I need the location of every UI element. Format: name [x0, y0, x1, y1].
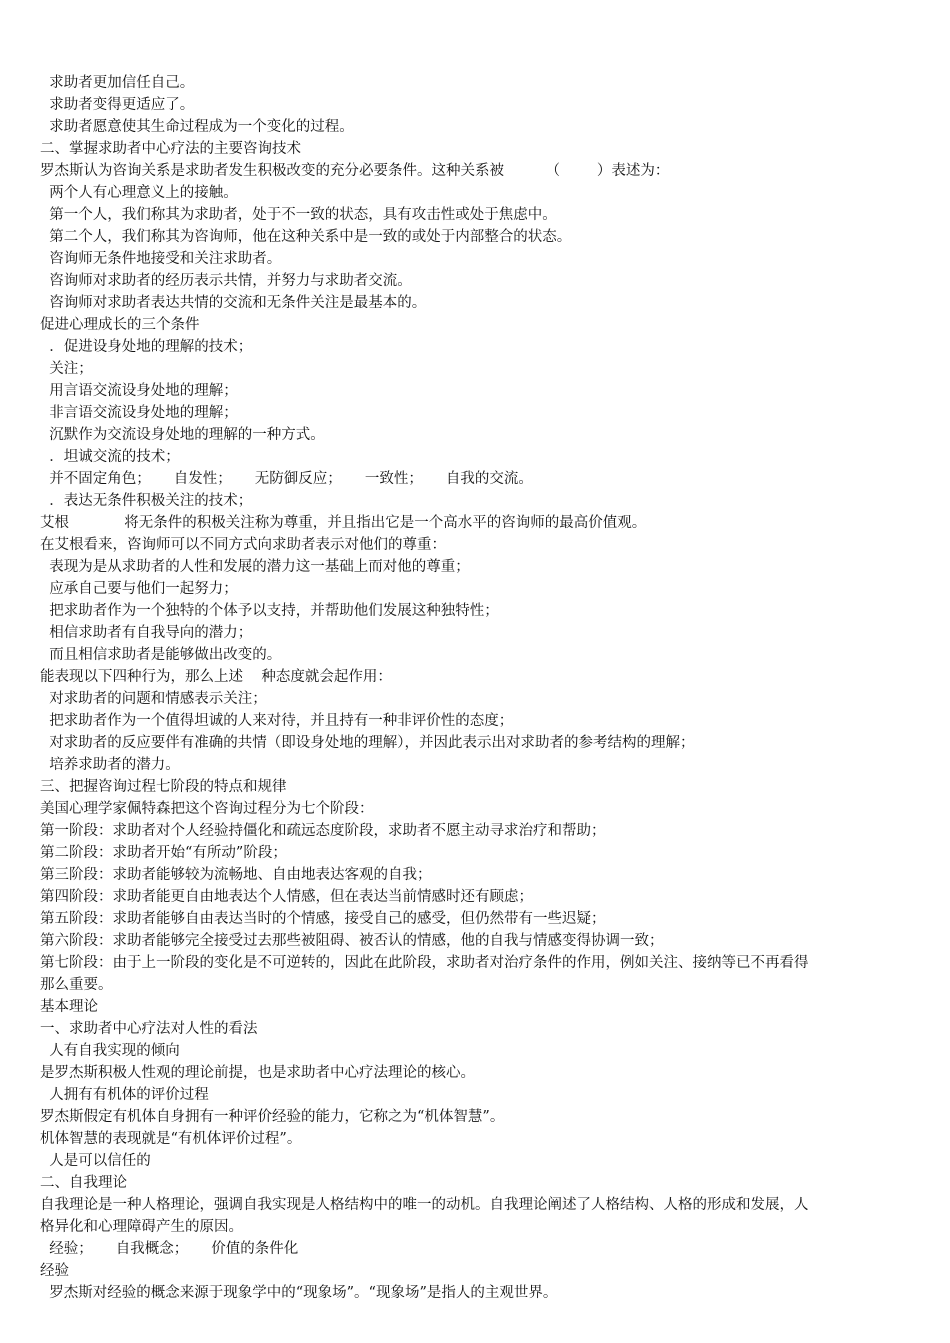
text-line: 对求助者的反应要伴有准确的共情（即设身处地的理解），并因此表示出对求助者的参考结构的理解；: [40, 735, 695, 751]
section-heading: 二、自我理论: [40, 1175, 127, 1191]
text-line: 而且相信求助者是能够做出改变的。: [40, 647, 282, 663]
text-line: 求助者愿意使其生命过程成为一个变化的过程。: [40, 119, 354, 135]
text-line: 罗杰斯假定有机体自身拥有一种评价经验的能力，它称之为“机体智慧”。: [40, 1109, 505, 1125]
stage-line: 第六阶段：求助者能够完全接受过去那些被阻碍、被否认的情感，他的自我与情感变得协调一致；: [40, 933, 664, 949]
text-line: 把求助者作为一个值得坦诚的人来对待，并且持有一种非评价性的态度；: [40, 713, 514, 729]
text-line: 培养求助者的潜力。: [40, 757, 180, 773]
text-line: 咨询师对求助者的经历表示共情，并努力与求助者交流。: [40, 273, 412, 289]
text-line: 格异化和心理障碍产生的原因。: [40, 1219, 243, 1235]
text-line: 两个人有心理意义上的接触。: [40, 185, 238, 201]
text-line: 人有自我实现的倾向: [40, 1043, 180, 1059]
stage-line: 第三阶段：求助者能够较为流畅地、自由地表达客观的自我；: [40, 867, 432, 883]
text-line: 非言语交流设身处地的理解；: [40, 405, 238, 421]
stage-line: 第五阶段：求助者能够自由表达当时的个情感，接受自己的感受，但仍然带有一些迟疑；: [40, 911, 606, 927]
section-heading: 三、把握咨询过程七阶段的特点和规律: [40, 779, 287, 795]
text-line: 人是可以信任的: [40, 1153, 151, 1169]
text-line: 罗杰斯对经验的概念来源于现象学中的“现象场”。“现象场”是指人的主观世界。: [40, 1285, 558, 1301]
text-line: 是罗杰斯积极人性观的理论前提，也是求助者中心疗法理论的核心。: [40, 1065, 475, 1081]
text-line: 求助者变得更适应了。: [40, 97, 195, 113]
section-heading: 经验: [40, 1263, 69, 1279]
text-line: 表现为是从求助者的人性和发展的潜力这一基础上而对他的尊重；: [40, 559, 470, 575]
text-line: 对求助者的问题和情感表示关注；: [40, 691, 267, 707]
text-line: 罗杰斯认为咨询关系是求助者发生积极改变的充分必要条件。这种关系被 （ ）表述为：: [40, 163, 670, 179]
text-line: 咨询师无条件地接受和关注求助者。: [40, 251, 282, 267]
text-line: 经验； 自我概念； 价值的条件化: [40, 1241, 299, 1257]
text-line: 第二个人，我们称其为咨询师，他在这种关系中是一致的或处于内部整合的状态。: [40, 229, 572, 245]
stage-line: 第一阶段：求助者对个人经验持僵化和疏远态度阶段，求助者不愿主动寻求治疗和帮助；: [40, 823, 606, 839]
text-line: 自我理论是一种人格理论，强调自我实现是人格结构中的唯一的动机。自我理论阐述了人格结构、人格的形成和发展，人: [40, 1197, 809, 1213]
text-line: 用言语交流设身处地的理解；: [40, 383, 238, 399]
text-line: 求助者更加信任自己。: [40, 75, 195, 91]
text-line: 咨询师对求助者表达共情的交流和无条件关注是最基本的。: [40, 295, 427, 311]
text-line: ．促进设身处地的理解的技术；: [40, 339, 253, 355]
text-line: 艾根 将无条件的积极关注称为尊重，并且指出它是一个高水平的咨询师的最高价值观。: [40, 515, 647, 531]
text-line: 那么重要。: [40, 977, 113, 993]
text-line: 美国心理学家佩特森把这个咨询过程分为七个阶段：: [40, 801, 374, 817]
text-line: 能表现以下四种行为，那么上述 种态度就会起作用：: [40, 669, 392, 685]
text-line: 关注；: [40, 361, 93, 377]
text-line: ．坦诚交流的技术；: [40, 449, 180, 465]
text-line: 第一个人，我们称其为求助者，处于不一致的状态，具有攻击性或处于焦虑中。: [40, 207, 557, 223]
text-line: 应承自己要与他们一起努力；: [40, 581, 238, 597]
text-line: 在艾根看来，咨询师可以不同方式向求助者表示对他们的尊重：: [40, 537, 446, 553]
text-line: 机体智慧的表现就是“有机体评价过程”。: [40, 1131, 302, 1147]
text-line: 相信求助者有自我导向的潜力；: [40, 625, 253, 641]
text-line: 并不固定角色； 自发性； 无防御反应； 一致性； 自我的交流。: [40, 471, 533, 487]
section-heading: 基本理论: [40, 999, 98, 1015]
text-line: 沉默作为交流设身处地的理解的一种方式。: [40, 427, 325, 443]
text-line: 把求助者作为一个独特的个体予以支持，并帮助他们发展这种独特性；: [40, 603, 499, 619]
section-heading: 促进心理成长的三个条件: [40, 317, 200, 333]
section-heading: 二、掌握求助者中心疗法的主要咨询技术: [40, 141, 301, 157]
text-line: ．表达无条件积极关注的技术；: [40, 493, 253, 509]
stage-line: 第二阶段：求助者开始“有所动”阶段；: [40, 845, 287, 861]
text-line: 人拥有有机体的评价过程: [40, 1087, 209, 1103]
section-heading: 一、求助者中心疗法对人性的看法: [40, 1021, 258, 1037]
stage-line: 第七阶段：由于上一阶段的变化是不可逆转的，因此在此阶段，求助者对治疗条件的作用，例如关注、接纳等已不再看得: [40, 955, 809, 971]
stage-line: 第四阶段：求助者能更自由地表达个人情感，但在表达当前情感时还有顾虑；: [40, 889, 533, 905]
